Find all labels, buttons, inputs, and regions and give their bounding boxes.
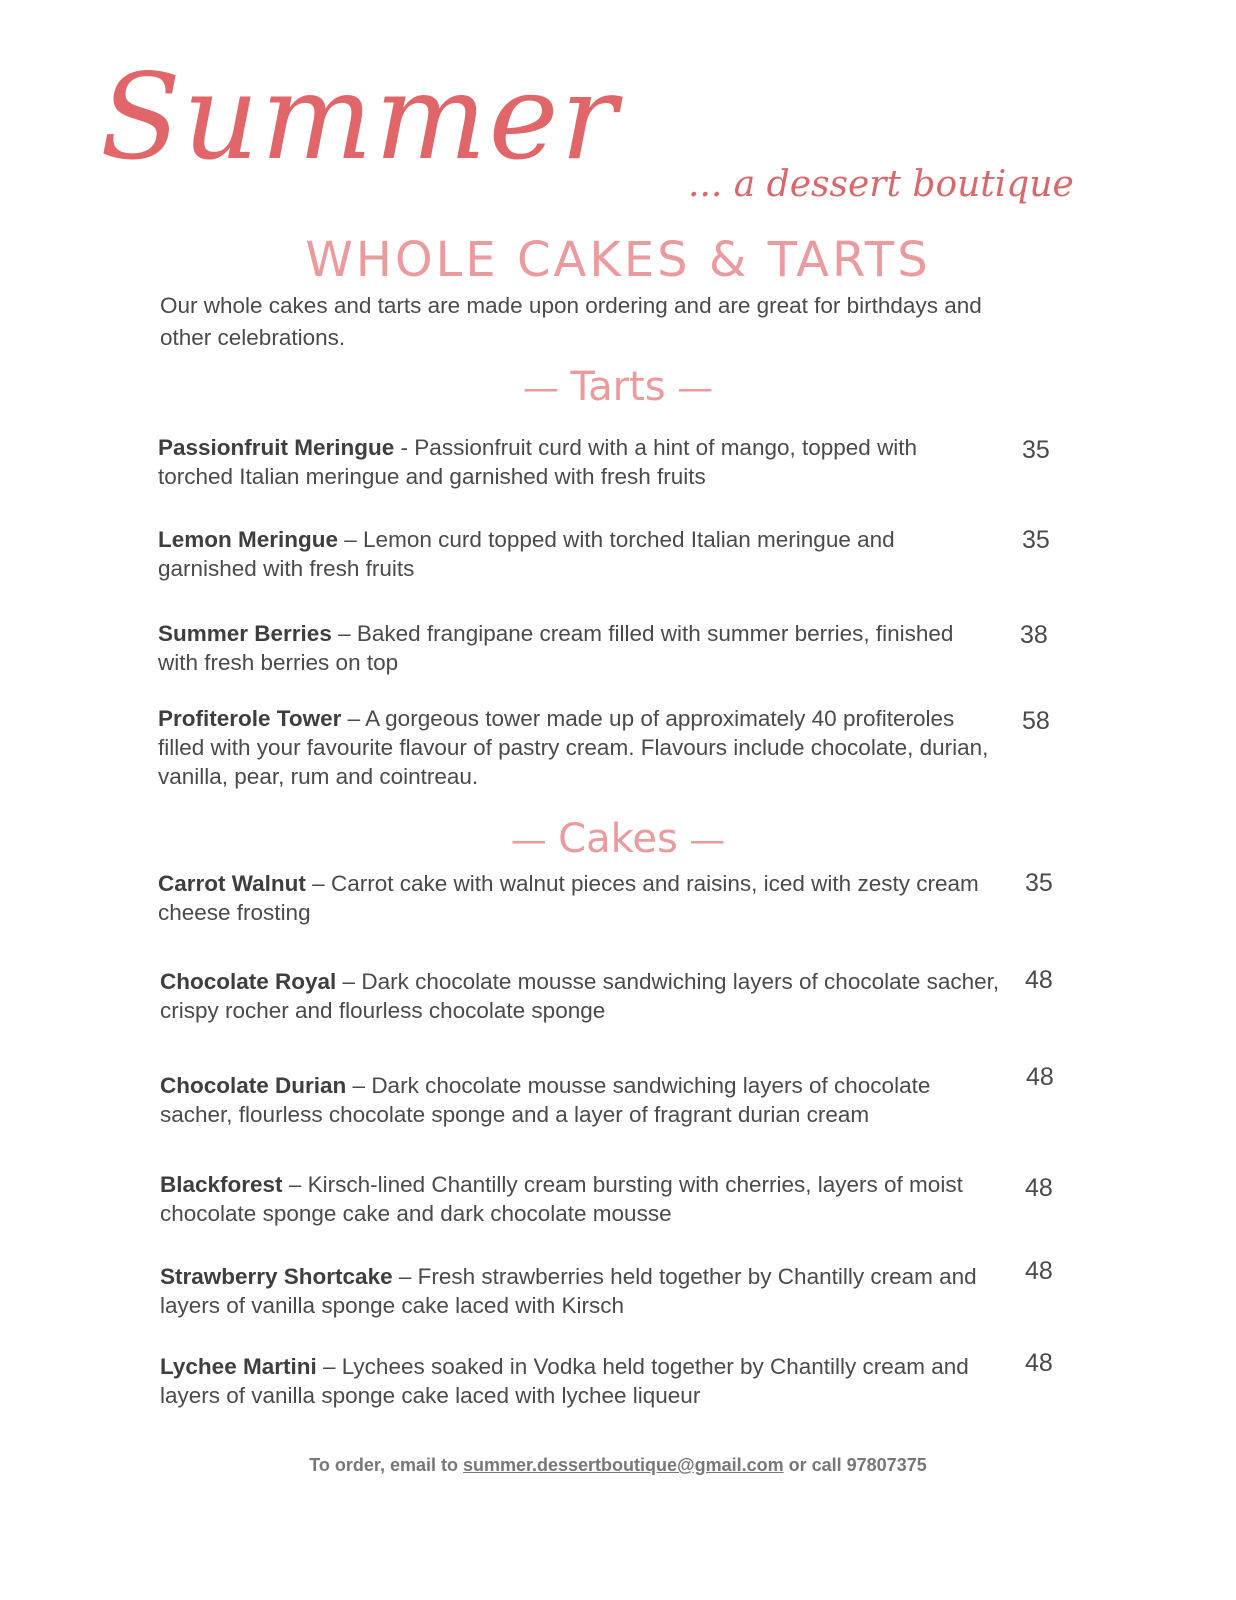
item-description: Lychees soaked in Vodka held together by Chantilly cream and layers of vanilla sponge cake laced with lychee liqueur (160, 1354, 969, 1408)
item-description: Passionfruit curd with a hint of mango, topped with torched Italian meringue and garnished with fresh fruits (158, 435, 918, 489)
item-name: Blackforest (160, 1172, 283, 1197)
item-price: 48 (1025, 1257, 1053, 1285)
intro-text: Our whole cakes and tarts are made upon ordering and are great for birthdays and other celebrations. (160, 293, 982, 350)
item-description: Carrot cake with walnut pieces and raisins, iced with zesty cream cheese frosting (158, 871, 979, 925)
section-title-cakes: — Cakes — (510, 816, 726, 862)
menu-item-carrot-walnut: Carrot Walnut – Carrot cake with walnut pieces and raisins, iced with zesty cream cheese frosting (158, 871, 979, 925)
item-description: Dark chocolate mousse sandwiching layers of chocolate sacher, crispy rocher and flourless chocolate sponge (160, 969, 1000, 1023)
menu-item-strawberry-shortcake: Strawberry Shortcake – Fresh strawberries held together by Chantilly cream and layers of vanilla sponge cake laced with Kirsch (160, 1264, 977, 1318)
item-name: Strawberry Shortcake (160, 1264, 393, 1289)
menu-item-passionfruit-meringue: Passionfruit Meringue - Passionfruit curd with a hint of mango, topped with torched Italian meringue and garnished with fresh fruits (158, 435, 918, 489)
menu-item-chocolate-royal: Chocolate Royal – Dark chocolate mousse sandwiching layers of chocolate sacher, crispy rocher and flourless chocolate sponge (160, 969, 1000, 1023)
item-price: 48 (1025, 1174, 1053, 1202)
footer-prefix: To order, email to (309, 1455, 463, 1475)
order-email-link[interactable]: summer.dessertboutique@gmail.com (462, 1455, 784, 1475)
item-name: Summer Berries (158, 621, 332, 646)
item-price: 35 (1022, 526, 1050, 554)
item-name: Carrot Walnut (158, 871, 306, 896)
order-footer (0, 1455, 1236, 1476)
item-price: 48 (1026, 1063, 1054, 1091)
item-name: Chocolate Durian (160, 1073, 347, 1098)
item-description: Fresh strawberries held together by Chantilly cream and layers of vanilla sponge cake laced with Kirsch (160, 1264, 977, 1318)
menu-item-profiterole-tower: Profiterole Tower – A gorgeous tower made up of approximately 40 profiteroles filled with your favourite flavour of pastry cream. Flavours include chocolate, durian, vanilla, pear, rum and cointreau. (158, 706, 989, 789)
menu-item-blackforest: Blackforest – Kirsch-lined Chantilly cream bursting with cherries, layers of moist chocolate sponge cake and dark chocolate mousse (160, 1172, 963, 1226)
item-description: Lemon curd topped with torched Italian meringue and garnished with fresh fruits (158, 527, 895, 581)
item-price: 38 (1020, 621, 1048, 649)
brand-logo: Summer (100, 48, 619, 186)
item-name: Lemon Meringue (158, 527, 339, 552)
menu-item-chocolate-durian: Chocolate Durian – Dark chocolate mousse sandwiching layers of chocolate sacher, flourless chocolate sponge and a layer of fragrant durian cream (160, 1073, 931, 1127)
brand-tagline: ... a dessert boutique (688, 164, 1074, 205)
item-price: 58 (1022, 707, 1050, 735)
item-name: Passionfruit Meringue (158, 435, 395, 460)
item-name: Lychee Martini (160, 1354, 317, 1379)
item-price: 35 (1022, 436, 1050, 464)
item-description: Kirsch-lined Chantilly cream bursting with cherries, layers of moist chocolate sponge cake and dark chocolate mousse (160, 1172, 963, 1226)
item-price: 35 (1025, 869, 1053, 897)
item-price: 48 (1025, 1349, 1053, 1377)
item-description: Baked frangipane cream filled with summer berries, finished with fresh berries on top (158, 621, 954, 675)
item-price: 48 (1025, 966, 1053, 994)
section-title-tarts: — Tarts — (522, 364, 714, 410)
section-title-cakes-label: Cakes (558, 816, 678, 862)
menu-item-summer-berries: Summer Berries – Baked frangipane cream filled with summer berries, finished with fresh berries on top (158, 621, 954, 675)
page-title: WHOLE CAKES & TARTS (305, 232, 931, 288)
menu-item-lemon-meringue: Lemon Meringue – Lemon curd topped with torched Italian meringue and garnished with fresh fruits (158, 527, 895, 581)
item-description: Dark chocolate mousse sandwiching layers of chocolate sacher, flourless chocolate sponge and a layer of fragrant durian cream (160, 1073, 931, 1127)
section-title-tarts-label: Tarts (570, 364, 666, 410)
item-name: Profiterole Tower (158, 706, 342, 731)
item-name: Chocolate Royal (160, 969, 337, 994)
footer-suffix: or call 97807375 (783, 1455, 927, 1475)
menu-item-lychee-martini: Lychee Martini – Lychees soaked in Vodka held together by Chantilly cream and layers of vanilla sponge cake laced with lychee liqueur (160, 1354, 969, 1408)
item-description: A gorgeous tower made up of approximately 40 profiteroles filled with your favourite flavour of pastry cream. Flavours include chocolate, durian, vanilla, pear, rum and cointreau. (158, 706, 989, 789)
